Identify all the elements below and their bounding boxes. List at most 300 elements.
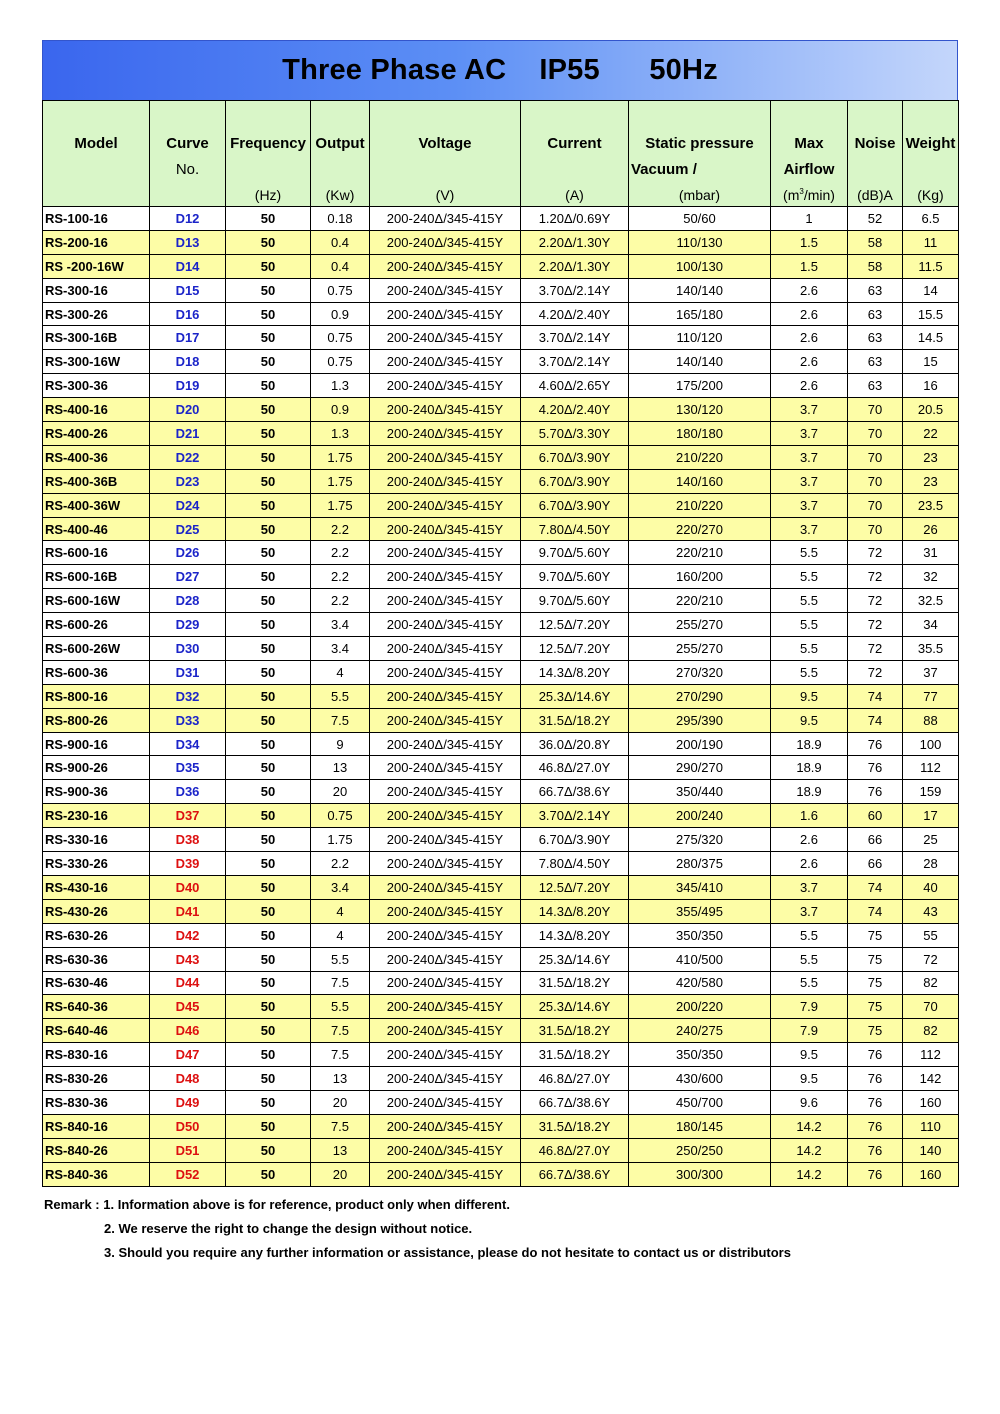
cell-curve: D34 (150, 732, 226, 756)
cell-model: RS-900-36 (43, 780, 150, 804)
spec-table (42, 100, 959, 1187)
col-static-pressure: Static pressure Vacuum / (mbar) (629, 101, 771, 207)
cell-output: 1.3 (311, 374, 370, 398)
table-row (43, 1019, 959, 1043)
cell-frequency: 50 (226, 254, 311, 278)
cell-output: 7.5 (311, 971, 370, 995)
cell-weight: 26 (903, 517, 959, 541)
table-row (43, 971, 959, 995)
cell-curve: D41 (150, 899, 226, 923)
cell-static-pressure: 280/375 (629, 852, 771, 876)
cell-model: RS-330-26 (43, 852, 150, 876)
cell-curve: D52 (150, 1162, 226, 1186)
cell-curve: D28 (150, 589, 226, 613)
cell-noise: 74 (848, 708, 903, 732)
table-body (43, 207, 959, 1187)
cell-static-pressure: 420/580 (629, 971, 771, 995)
cell-airflow: 3.7 (771, 422, 848, 446)
cell-airflow: 5.5 (771, 660, 848, 684)
cell-curve: D15 (150, 278, 226, 302)
cell-current: 2.20Δ/1.30Y (521, 254, 629, 278)
cell-airflow: 14.2 (771, 1162, 848, 1186)
cell-output: 3.4 (311, 875, 370, 899)
cell-model: RS-830-16 (43, 1043, 150, 1067)
cell-model: RS-400-26 (43, 422, 150, 446)
cell-voltage: 200-240Δ/345-415Y (370, 254, 521, 278)
cell-static-pressure: 100/130 (629, 254, 771, 278)
cell-output: 13 (311, 1138, 370, 1162)
cell-output: 5.5 (311, 684, 370, 708)
cell-current: 2.20Δ/1.30Y (521, 230, 629, 254)
cell-curve: D32 (150, 684, 226, 708)
cell-noise: 63 (848, 302, 903, 326)
cell-static-pressure: 200/220 (629, 995, 771, 1019)
cell-weight: 11 (903, 230, 959, 254)
cell-output: 1.75 (311, 828, 370, 852)
table-row (43, 493, 959, 517)
table-row (43, 660, 959, 684)
cell-curve: D26 (150, 541, 226, 565)
cell-airflow: 14.2 (771, 1138, 848, 1162)
cell-frequency: 50 (226, 804, 311, 828)
page-title: Three Phase AC IP55 50Hz (282, 54, 718, 86)
cell-current: 25.3Δ/14.6Y (521, 684, 629, 708)
cell-voltage: 200-240Δ/345-415Y (370, 899, 521, 923)
cell-static-pressure: 350/350 (629, 1043, 771, 1067)
col-frequency: Frequency (Hz) (226, 101, 311, 207)
cell-noise: 58 (848, 230, 903, 254)
cell-model: RS-300-16B (43, 326, 150, 350)
col-weight: Weight (Kg) (903, 101, 959, 207)
cell-frequency: 50 (226, 374, 311, 398)
cell-curve: D19 (150, 374, 226, 398)
cell-frequency: 50 (226, 732, 311, 756)
remark-3: 3. Should you require any further information or assistance, please do not hesitate to contact us or distributors (104, 1245, 791, 1260)
cell-weight: 82 (903, 1019, 959, 1043)
cell-frequency: 50 (226, 230, 311, 254)
cell-weight: 20.5 (903, 398, 959, 422)
cell-curve: D31 (150, 660, 226, 684)
cell-voltage: 200-240Δ/345-415Y (370, 445, 521, 469)
cell-model: RS-300-16W (43, 350, 150, 374)
cell-model: RS-600-16B (43, 565, 150, 589)
cell-voltage: 200-240Δ/345-415Y (370, 326, 521, 350)
cell-airflow: 5.5 (771, 923, 848, 947)
table-header (43, 101, 959, 207)
cell-noise: 72 (848, 660, 903, 684)
cell-weight: 112 (903, 1043, 959, 1067)
cell-curve: D45 (150, 995, 226, 1019)
cell-voltage: 200-240Δ/345-415Y (370, 1043, 521, 1067)
cell-model: RS-630-26 (43, 923, 150, 947)
cell-airflow: 2.6 (771, 852, 848, 876)
cell-static-pressure: 290/270 (629, 756, 771, 780)
table-row (43, 708, 959, 732)
cell-airflow: 2.6 (771, 828, 848, 852)
cell-weight: 43 (903, 899, 959, 923)
cell-current: 25.3Δ/14.6Y (521, 947, 629, 971)
cell-noise: 76 (848, 1138, 903, 1162)
cell-noise: 70 (848, 398, 903, 422)
table-row (43, 350, 959, 374)
table-row (43, 254, 959, 278)
cell-static-pressure: 295/390 (629, 708, 771, 732)
cell-weight: 31 (903, 541, 959, 565)
table-row (43, 804, 959, 828)
cell-airflow: 5.5 (771, 613, 848, 637)
cell-model: RS-830-26 (43, 1067, 150, 1091)
cell-current: 66.7Δ/38.6Y (521, 780, 629, 804)
cell-current: 46.8Δ/27.0Y (521, 1138, 629, 1162)
cell-output: 4 (311, 923, 370, 947)
cell-weight: 11.5 (903, 254, 959, 278)
cell-weight: 34 (903, 613, 959, 637)
cell-voltage: 200-240Δ/345-415Y (370, 398, 521, 422)
cell-airflow: 5.5 (771, 971, 848, 995)
cell-output: 0.4 (311, 254, 370, 278)
table-row (43, 852, 959, 876)
cell-current: 6.70Δ/3.90Y (521, 445, 629, 469)
table-row (43, 732, 959, 756)
cell-frequency: 50 (226, 947, 311, 971)
cell-current: 31.5Δ/18.2Y (521, 1019, 629, 1043)
cell-static-pressure: 275/320 (629, 828, 771, 852)
cell-weight: 35.5 (903, 637, 959, 661)
table-row (43, 995, 959, 1019)
cell-static-pressure: 250/250 (629, 1138, 771, 1162)
cell-current: 6.70Δ/3.90Y (521, 828, 629, 852)
cell-voltage: 200-240Δ/345-415Y (370, 1138, 521, 1162)
cell-weight: 32.5 (903, 589, 959, 613)
cell-frequency: 50 (226, 613, 311, 637)
cell-current: 4.20Δ/2.40Y (521, 302, 629, 326)
cell-voltage: 200-240Δ/345-415Y (370, 780, 521, 804)
cell-airflow: 18.9 (771, 732, 848, 756)
cell-airflow: 2.6 (771, 302, 848, 326)
cell-model: RS-640-36 (43, 995, 150, 1019)
table-row (43, 398, 959, 422)
cell-noise: 75 (848, 947, 903, 971)
cell-airflow: 3.7 (771, 398, 848, 422)
cell-output: 20 (311, 1162, 370, 1186)
cell-airflow: 5.5 (771, 947, 848, 971)
cell-airflow: 7.9 (771, 1019, 848, 1043)
table-row (43, 923, 959, 947)
cell-weight: 142 (903, 1067, 959, 1091)
cell-weight: 37 (903, 660, 959, 684)
cell-output: 0.75 (311, 326, 370, 350)
cell-output: 1.75 (311, 469, 370, 493)
cell-output: 4 (311, 660, 370, 684)
cell-static-pressure: 430/600 (629, 1067, 771, 1091)
cell-model: RS-200-16 (43, 230, 150, 254)
table-row (43, 899, 959, 923)
cell-static-pressure: 210/220 (629, 493, 771, 517)
cell-static-pressure: 270/320 (629, 660, 771, 684)
cell-frequency: 50 (226, 708, 311, 732)
cell-curve: D47 (150, 1043, 226, 1067)
cell-static-pressure: 220/210 (629, 541, 771, 565)
cell-frequency: 50 (226, 1138, 311, 1162)
cell-voltage: 200-240Δ/345-415Y (370, 302, 521, 326)
cell-weight: 72 (903, 947, 959, 971)
cell-curve: D33 (150, 708, 226, 732)
cell-model: RS-400-16 (43, 398, 150, 422)
cell-frequency: 50 (226, 541, 311, 565)
cell-airflow: 3.7 (771, 493, 848, 517)
cell-current: 4.60Δ/2.65Y (521, 374, 629, 398)
cell-static-pressure: 255/270 (629, 637, 771, 661)
cell-curve: D29 (150, 613, 226, 637)
cell-model: RS-630-46 (43, 971, 150, 995)
cell-curve: D43 (150, 947, 226, 971)
cell-voltage: 200-240Δ/345-415Y (370, 1019, 521, 1043)
cell-airflow: 9.5 (771, 1043, 848, 1067)
cell-curve: D22 (150, 445, 226, 469)
cell-noise: 76 (848, 780, 903, 804)
table-row (43, 637, 959, 661)
cell-voltage: 200-240Δ/345-415Y (370, 350, 521, 374)
cell-model: RS-900-16 (43, 732, 150, 756)
cell-curve: D37 (150, 804, 226, 828)
cell-weight: 23 (903, 469, 959, 493)
cell-frequency: 50 (226, 1067, 311, 1091)
cell-curve: D44 (150, 971, 226, 995)
cell-static-pressure: 350/350 (629, 923, 771, 947)
cell-model: RS-300-36 (43, 374, 150, 398)
cell-voltage: 200-240Δ/345-415Y (370, 613, 521, 637)
cell-current: 3.70Δ/2.14Y (521, 350, 629, 374)
cell-output: 7.5 (311, 1043, 370, 1067)
cell-current: 46.8Δ/27.0Y (521, 756, 629, 780)
cell-voltage: 200-240Δ/345-415Y (370, 565, 521, 589)
cell-output: 20 (311, 1090, 370, 1114)
cell-noise: 76 (848, 1067, 903, 1091)
cell-airflow: 5.5 (771, 565, 848, 589)
cell-static-pressure: 200/190 (629, 732, 771, 756)
cell-voltage: 200-240Δ/345-415Y (370, 708, 521, 732)
cell-current: 3.70Δ/2.14Y (521, 804, 629, 828)
cell-output: 0.4 (311, 230, 370, 254)
cell-airflow: 18.9 (771, 780, 848, 804)
cell-noise: 60 (848, 804, 903, 828)
cell-current: 66.7Δ/38.6Y (521, 1090, 629, 1114)
table-row (43, 541, 959, 565)
table-row (43, 278, 959, 302)
table-row (43, 230, 959, 254)
table-row (43, 589, 959, 613)
cell-static-pressure: 255/270 (629, 613, 771, 637)
cell-weight: 159 (903, 780, 959, 804)
cell-noise: 72 (848, 613, 903, 637)
cell-weight: 6.5 (903, 207, 959, 231)
cell-frequency: 50 (226, 780, 311, 804)
cell-output: 7.5 (311, 708, 370, 732)
cell-voltage: 200-240Δ/345-415Y (370, 971, 521, 995)
cell-output: 2.2 (311, 517, 370, 541)
cell-current: 3.70Δ/2.14Y (521, 326, 629, 350)
cell-current: 1.20Δ/0.69Y (521, 207, 629, 231)
cell-current: 14.3Δ/8.20Y (521, 660, 629, 684)
cell-frequency: 50 (226, 565, 311, 589)
cell-voltage: 200-240Δ/345-415Y (370, 804, 521, 828)
cell-airflow: 1.6 (771, 804, 848, 828)
cell-output: 1.75 (311, 493, 370, 517)
table-row (43, 374, 959, 398)
cell-output: 13 (311, 756, 370, 780)
cell-airflow: 5.5 (771, 541, 848, 565)
cell-curve: D51 (150, 1138, 226, 1162)
cell-output: 3.4 (311, 637, 370, 661)
cell-noise: 74 (848, 684, 903, 708)
cell-current: 9.70Δ/5.60Y (521, 589, 629, 613)
cell-output: 9 (311, 732, 370, 756)
cell-output: 0.75 (311, 278, 370, 302)
remark-2: 2. We reserve the right to change the design without notice. (104, 1221, 473, 1236)
cell-curve: D50 (150, 1114, 226, 1138)
col-noise: Noise (dB)A (848, 101, 903, 207)
table-row (43, 780, 959, 804)
cell-curve: D36 (150, 780, 226, 804)
cell-output: 4 (311, 899, 370, 923)
cell-model: RS-300-16 (43, 278, 150, 302)
cell-weight: 100 (903, 732, 959, 756)
cell-model: RS-400-36W (43, 493, 150, 517)
cell-model: RS-430-26 (43, 899, 150, 923)
cell-curve: D20 (150, 398, 226, 422)
cell-output: 3.4 (311, 613, 370, 637)
cell-weight: 82 (903, 971, 959, 995)
cell-voltage: 200-240Δ/345-415Y (370, 828, 521, 852)
cell-airflow: 9.5 (771, 708, 848, 732)
cell-current: 25.3Δ/14.6Y (521, 995, 629, 1019)
remark-1: Remark : 1. Information above is for reference, product only when different. (44, 1197, 510, 1212)
cell-frequency: 50 (226, 899, 311, 923)
cell-model: RS-830-36 (43, 1090, 150, 1114)
cell-current: 7.80Δ/4.50Y (521, 517, 629, 541)
cell-output: 5.5 (311, 995, 370, 1019)
cell-airflow: 2.6 (771, 326, 848, 350)
cell-frequency: 50 (226, 828, 311, 852)
cell-weight: 23.5 (903, 493, 959, 517)
table-row (43, 875, 959, 899)
cell-frequency: 50 (226, 756, 311, 780)
remarks (44, 1193, 791, 1265)
cell-noise: 70 (848, 422, 903, 446)
table-row (43, 947, 959, 971)
cell-weight: 32 (903, 565, 959, 589)
cell-voltage: 200-240Δ/345-415Y (370, 589, 521, 613)
cell-weight: 15 (903, 350, 959, 374)
cell-curve: D14 (150, 254, 226, 278)
cell-weight: 88 (903, 708, 959, 732)
cell-output: 0.18 (311, 207, 370, 231)
table-row (43, 517, 959, 541)
cell-noise: 76 (848, 1090, 903, 1114)
table-row (43, 422, 959, 446)
cell-frequency: 50 (226, 1162, 311, 1186)
cell-current: 6.70Δ/3.90Y (521, 493, 629, 517)
cell-airflow: 7.9 (771, 995, 848, 1019)
cell-noise: 75 (848, 1019, 903, 1043)
col-output: Output (Kw) (311, 101, 370, 207)
cell-model: RS-430-16 (43, 875, 150, 899)
cell-weight: 70 (903, 995, 959, 1019)
cell-airflow: 3.7 (771, 445, 848, 469)
cell-noise: 70 (848, 445, 903, 469)
cell-noise: 63 (848, 278, 903, 302)
cell-output: 20 (311, 780, 370, 804)
cell-frequency: 50 (226, 422, 311, 446)
cell-airflow: 3.7 (771, 875, 848, 899)
cell-weight: 112 (903, 756, 959, 780)
cell-weight: 28 (903, 852, 959, 876)
cell-model: RS-900-26 (43, 756, 150, 780)
cell-output: 2.2 (311, 852, 370, 876)
cell-output: 0.9 (311, 398, 370, 422)
cell-airflow: 3.7 (771, 469, 848, 493)
cell-airflow: 1.5 (771, 230, 848, 254)
table-row (43, 1067, 959, 1091)
cell-output: 1.3 (311, 422, 370, 446)
cell-static-pressure: 345/410 (629, 875, 771, 899)
cell-noise: 76 (848, 1162, 903, 1186)
table-row (43, 1114, 959, 1138)
cell-model: RS-300-26 (43, 302, 150, 326)
cell-voltage: 200-240Δ/345-415Y (370, 732, 521, 756)
cell-noise: 63 (848, 326, 903, 350)
spec-sheet (42, 40, 958, 1187)
table-row (43, 756, 959, 780)
col-curve: Curve No. (150, 101, 226, 207)
cell-current: 12.5Δ/7.20Y (521, 637, 629, 661)
cell-airflow: 3.7 (771, 899, 848, 923)
cell-output: 1.75 (311, 445, 370, 469)
cell-frequency: 50 (226, 637, 311, 661)
cell-curve: D48 (150, 1067, 226, 1091)
cell-noise: 76 (848, 732, 903, 756)
cell-current: 31.5Δ/18.2Y (521, 1114, 629, 1138)
cell-curve: D27 (150, 565, 226, 589)
table-row (43, 207, 959, 231)
cell-frequency: 50 (226, 278, 311, 302)
cell-noise: 70 (848, 493, 903, 517)
cell-noise: 70 (848, 469, 903, 493)
cell-output: 7.5 (311, 1114, 370, 1138)
cell-static-pressure: 110/120 (629, 326, 771, 350)
cell-static-pressure: 175/200 (629, 374, 771, 398)
cell-model: RS-840-36 (43, 1162, 150, 1186)
cell-weight: 14.5 (903, 326, 959, 350)
cell-airflow: 3.7 (771, 517, 848, 541)
cell-output: 2.2 (311, 589, 370, 613)
cell-airflow: 14.2 (771, 1114, 848, 1138)
cell-noise: 72 (848, 541, 903, 565)
cell-voltage: 200-240Δ/345-415Y (370, 684, 521, 708)
cell-static-pressure: 180/180 (629, 422, 771, 446)
cell-current: 4.20Δ/2.40Y (521, 398, 629, 422)
cell-model: RS-600-16W (43, 589, 150, 613)
cell-weight: 25 (903, 828, 959, 852)
cell-weight: 17 (903, 804, 959, 828)
cell-voltage: 200-240Δ/345-415Y (370, 660, 521, 684)
cell-noise: 70 (848, 517, 903, 541)
cell-weight: 14 (903, 278, 959, 302)
cell-static-pressure: 350/440 (629, 780, 771, 804)
cell-frequency: 50 (226, 875, 311, 899)
cell-weight: 160 (903, 1162, 959, 1186)
cell-current: 12.5Δ/7.20Y (521, 613, 629, 637)
